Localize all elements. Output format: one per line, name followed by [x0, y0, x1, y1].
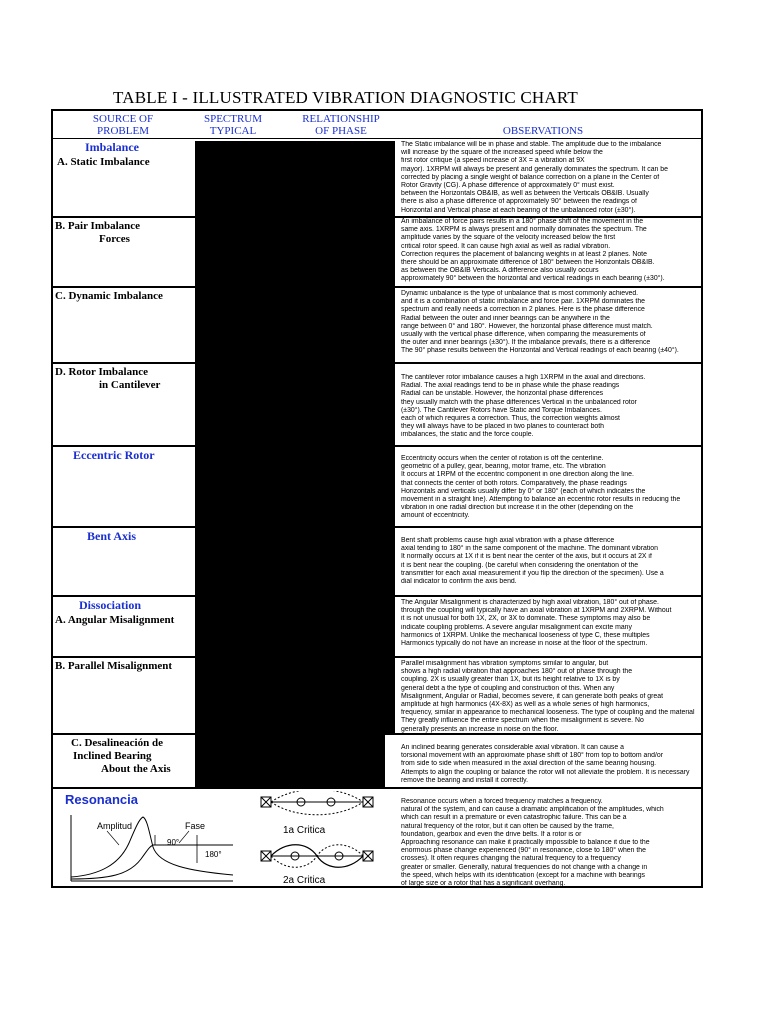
obs-line: Horizontal and Vertical phase at each bearing of the unbalanced rotor (±30°). [401, 206, 636, 214]
obs-line: which can result in a premature or even catastrophic failure. This can be a [401, 814, 627, 822]
row-bent-axis [53, 528, 701, 597]
obs-line: it is bent near the coupling. (be careful when considering the orientation of the [401, 561, 639, 569]
critical-mode-shapes-figure [255, 791, 385, 886]
header-source-line1: SOURCE OF [92, 113, 154, 125]
leader-amplitude [107, 831, 119, 845]
obs-line: Horizontals and verticals usually differ by 0° or 180° (each of which indicates the [401, 487, 646, 495]
obs-line: amplitude at high harmonics (4X-8X) as well as a whole series of high harmonics, [401, 701, 650, 709]
header-spectrum [193, 113, 273, 137]
obs-line: coupling. 2X is usually greater than 1X, but its height relative to 1X is by [401, 676, 620, 684]
header-phase [291, 113, 391, 137]
obs-line: indicate coupling problems. A severe angular misalignment can excite many [401, 623, 632, 631]
obs-line: approximately 90° between the horizontal and vertical readings in each bearing (±30°). [401, 275, 665, 283]
obs-line: corrected by placing a single weight of balance correction on a plane in the Center of [401, 173, 660, 181]
spectrum-phase-figure [195, 658, 395, 733]
obs-line: Rotor Gravity (CG). A phase difference of approximately 0° must exist. [401, 182, 615, 190]
obs-line: same axis. 1XRPM is always present and normally dominates the spectrum. The [401, 226, 647, 234]
header-phase-line2: OF PHASE [315, 125, 367, 137]
obs-line: Harmonics typically do not have an increase in noise at the floor of the spectrum. [401, 640, 648, 648]
pair-imbalance-label-line1: B. Pair Imbalance [55, 220, 141, 232]
obs-line: foundation, gearbox and even the drive belts. If a rotor is or [401, 830, 582, 838]
row-pair-imbalance [53, 218, 701, 288]
row-parallel-misalignment [53, 658, 701, 735]
obs-line: geometric of a pulley, gear, bearing, motor frame, etc. The vibration [401, 463, 606, 471]
dynamic-imbalance-observations [401, 290, 699, 356]
obs-line: natural frequency of the rotor, but it can often be caused by the frame, [401, 822, 614, 830]
obs-line: they usually match with the phase differences Vertical in the unbalanced rotor [401, 398, 637, 406]
pair-imbalance-observations [401, 218, 699, 284]
obs-line: the outer and inner bearings (±30°). If the imbalance prevails, there is a difference [401, 339, 651, 347]
resonance-heading: Resonancia [65, 792, 138, 807]
cantilever-imbalance-observations [401, 374, 699, 440]
obs-line: as between the OB&IB Verticals. A difference also usually occurs [401, 267, 599, 275]
spectrum-phase-figure [195, 288, 395, 362]
obs-line: natural of the system, and can cause a dramatic amplification of the amplitudes, which [401, 806, 664, 814]
obs-line: mayor). 1XRPM will always be present and generally dominates the spectrum. It can be [401, 165, 668, 173]
pair-imbalance-label [55, 220, 140, 246]
obs-line: frequency, similar in appearance to mechanical looseness. The type of coupling and the material [401, 709, 695, 717]
diagnostic-table [51, 109, 703, 888]
row-inclined-bearing [53, 735, 701, 789]
obs-line: from side to side when measured in the axial direction of the same bearing housing. [401, 760, 657, 768]
obs-line: dial indicator to confirm the axis bend. [401, 578, 517, 586]
spectrum-phase-figure [195, 141, 395, 217]
eccentric-rotor-observations [401, 455, 699, 521]
row-eccentric-rotor [53, 447, 701, 528]
cantilever-label-line2: in Cantilever [99, 379, 161, 391]
bent-axis-heading: Bent Axis [87, 529, 137, 543]
obs-line: Misalignment, Angular or Radial, becomes severe, it can generate both peaks of great [401, 692, 663, 700]
spectrum-phase-figure [195, 597, 395, 656]
obs-line: each of which requires a correction. Thus, the correction weights almost [401, 415, 620, 423]
angular-misalignment-observations [401, 599, 699, 648]
obs-line: remove the bearing and install it correctly. [401, 776, 529, 784]
obs-line: there should be an approximate difference of 180° between the Horizontals OB&IB. [401, 259, 655, 267]
dissociation-heading: Dissociation [79, 598, 142, 612]
header-phase-line1: RELATIONSHIP [302, 113, 380, 125]
amplitude-label: Amplitud [97, 821, 133, 831]
obs-line: The 90° phase results between the Horizontal and Vertical readings of each bearing (±40°). [401, 347, 679, 355]
obs-line: they will always have to be placed in two planes to counteract both [401, 423, 605, 431]
static-imbalance-observations [401, 141, 699, 215]
obs-line: It normally occurs at 1X if it is bent near the center of the axis, but it occurs at 2X if [401, 553, 652, 561]
obs-line: movement in a straight line). Attempting to balance an eccentric rotor results in reducing the [401, 496, 681, 504]
obs-line: Radial can be unstable. However, the horizontal phase differences [401, 390, 604, 398]
obs-line: transmitter for each axial measurement if you flip the direction of the specimen). Use a [401, 569, 664, 577]
obs-line: An inclined bearing generates considerable axial vibration. It can cause a [401, 744, 624, 751]
pair-imbalance-label-line2: Forces [99, 233, 130, 245]
header-spectrum-line1: SPECTRUM [203, 113, 263, 125]
row-cantilever-imbalance [53, 364, 701, 447]
obs-line: amplitude varies by the square of the velocity increased below the first [401, 234, 616, 242]
phase-label: Fase [185, 821, 206, 831]
obs-line: They greatly influence the entire spectrum when the misalignment is severe. No [401, 717, 644, 725]
obs-line: greater or smaller. Generally, natural frequencies do not change with a change in [401, 863, 648, 871]
obs-line: Attempts to align the coupling or balance the rotor will not alleviate the problem. It is necessary [401, 768, 690, 776]
leader-phase [179, 831, 189, 843]
first-critical-label: 1a Critica [283, 825, 326, 836]
resonance-observations [401, 798, 699, 888]
obs-line: enormous phase change experienced (90° in resonance, close to 180° when the [401, 847, 646, 855]
cantilever-label-line1: D. Rotor Imbalance [55, 366, 148, 378]
obs-line: Eccentricity occurs when the center of rotation is off the centerline. [401, 455, 604, 462]
obs-line: that connects the center of both rotors. Comparatively, the phase readings [401, 479, 627, 487]
eccentric-rotor-heading: Eccentric Rotor [73, 448, 155, 462]
obs-line: it is not unusual for both 1X, 2X, or 3X to dominate. These symptoms may also be [401, 615, 651, 623]
obs-line: Parallel misalignment has vibration symptoms similar to angular, but [401, 660, 609, 667]
obs-line: Radial between the outer and inner bearings can be anywhere in the [401, 314, 610, 322]
obs-line: Correction requires the placement of balancing weights in at least 2 planes. Note [401, 250, 647, 258]
obs-line: generally presents an increase in noise on the floor. [401, 725, 559, 733]
obs-line: imbalances, the static and the force couple. [401, 431, 534, 439]
second-critical-mode [261, 845, 373, 886]
obs-line: spectrum and really needs a correction in 2 planes. Here is the phase difference [401, 306, 645, 314]
obs-line: torsional movement with an approximate phase shift of 180° from top to bottom and/or [401, 752, 664, 760]
obs-line: The Static imbalance will be in phase and stable. The amplitude due to the imbalance [401, 141, 662, 148]
obs-line: The Angular Misalignment is characterized by high axial vibration, 180° out of phase. [401, 599, 659, 606]
obs-line: The cantilever rotor imbalance causes a high 1XRPM in the axial and directions. [401, 374, 646, 381]
obs-line: critical rotor speed. It can cause high axial as well as radial vibration. [401, 242, 611, 250]
obs-line: shows a high radial vibration that approaches 180° out of phase through the [401, 668, 633, 676]
header-source-line2: PROBLEM [97, 125, 149, 137]
obs-line: Approaching resonance can make it practically impossible to balance it due to the [401, 839, 650, 847]
obs-line: amount of eccentricity. [401, 512, 470, 520]
obs-line: crosses). It often requires changing the natural frequency to a frequency [401, 855, 621, 863]
obs-line: first rotor critique (a speed increase of 3X = a vibration at 9X [401, 157, 585, 165]
cantilever-imbalance-label [55, 366, 160, 392]
row-static-imbalance [53, 138, 701, 218]
angular-misalignment-label: A. Angular Misalignment [55, 614, 175, 626]
inclined-bearing-observations [401, 744, 699, 785]
obs-line: (±30°). The Cantilever Rotors have Static and Torque Imbalances. [401, 406, 602, 414]
header-source [83, 113, 163, 137]
obs-line: the speed, which helps with its identification (except for a machine with bearings [401, 871, 645, 879]
page-title: TABLE I - ILLUSTRATED VIBRATION DIAGNOSTIC CHART [113, 88, 578, 107]
obs-line: and it is a combination of static imbalance and force pair. 1XRPM dominates the [401, 298, 645, 306]
static-imbalance-label: A. Static Imbalance [57, 156, 150, 168]
obs-line: through the coupling will typically have an axial vibration at 1XRPM and 2XRPM. Without [401, 607, 672, 615]
obs-line: axial tending to 180° in the same component of the machine. The dominant vibration [401, 545, 658, 553]
spectrum-phase-figure [195, 528, 395, 595]
inclined-label-line2: Inclined Bearing [73, 750, 152, 762]
obs-line: of large size or a rotor that has a significant overhang. [401, 880, 566, 888]
imbalance-heading: Imbalance [85, 140, 139, 154]
amplitude-curve [71, 817, 233, 877]
obs-line: will increase by the square of the increased speed while below the [401, 149, 603, 157]
obs-line: Radial. The axial readings tend to be in phase while the phase readings [401, 382, 620, 390]
inclined-bearing-label [71, 737, 171, 776]
spectrum-phase-figure [195, 218, 395, 286]
bent-axis-observations [401, 537, 699, 586]
resonance-amplitude-phase-figure [59, 795, 239, 885]
header-spectrum-line2: TYPICAL [209, 125, 257, 137]
parallel-misalignment-label: B. Parallel Misalignment [55, 660, 173, 672]
phase-180-label: 180° [205, 850, 222, 859]
first-critical-mode [261, 791, 373, 836]
obs-line: between the Horizontals OB&IB, as well as between the Verticals OB&IB. Usually [401, 190, 649, 198]
row-resonance [53, 789, 701, 886]
phase-90-label: 90° [167, 838, 180, 847]
row-dynamic-imbalance [53, 288, 701, 364]
inclined-label-line3: About the Axis [101, 763, 171, 775]
obs-line: Dynamic unbalance is the type of unbalance that is most commonly achieved. [401, 290, 639, 297]
inclined-label-line1: C. Desalineación de [71, 737, 163, 749]
parallel-misalignment-observations [401, 660, 699, 734]
obs-line: harmonics of 1XRPM. Unlike the mechanical looseness of type C, these multiples [401, 631, 650, 639]
second-critical-label: 2a Critica [283, 875, 326, 886]
dynamic-imbalance-label: C. Dynamic Imbalance [55, 290, 163, 302]
obs-line: It occurs at 1RPM of the eccentric component in one direction along the line. [401, 471, 634, 479]
obs-line: general debt a the type of coupling and construction of this. When any [401, 684, 615, 692]
header-observations: OBSERVATIONS [502, 125, 584, 137]
spectrum-phase-figure [195, 735, 385, 787]
obs-line: there is also a phase difference of approximately 90° between the readings of [401, 198, 637, 206]
obs-line: Resonance occurs when a forced frequency matches a frequency. [401, 798, 603, 805]
obs-line: Bent shaft problems cause high axial vibration with a phase difference [401, 537, 615, 544]
obs-line: An imbalance of force pairs results in a 180° phase shift of the movement in the [401, 218, 644, 225]
obs-line: range between 0° and 180°. However, the horizontal phase difference must match. [401, 322, 653, 330]
spectrum-phase-figure [195, 447, 395, 526]
row-angular-misalignment [53, 597, 701, 658]
spectrum-phase-figure [195, 364, 395, 445]
obs-line: usually with the vertical phase difference, when comparing the measurements of [401, 331, 646, 339]
obs-line: vibration in one radial direction but increase it in the other (depending on the [401, 504, 634, 512]
